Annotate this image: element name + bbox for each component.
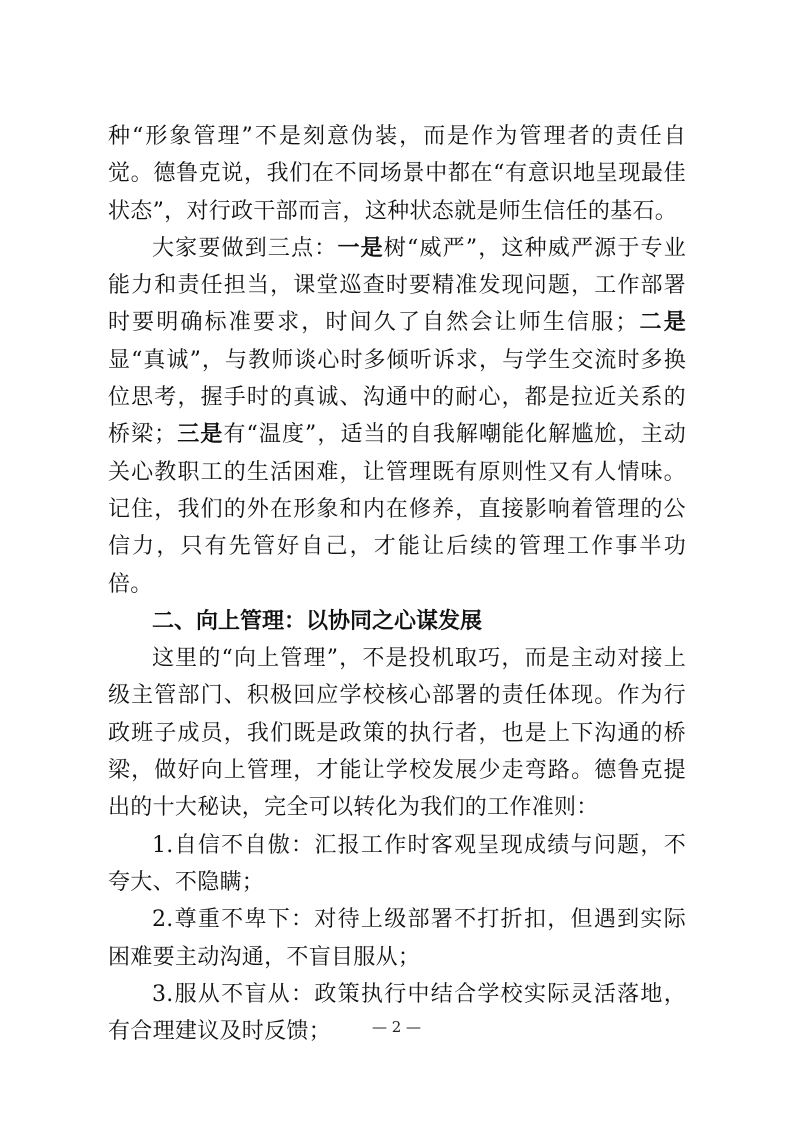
point-three-keyword: 三是 xyxy=(176,422,224,448)
section-heading: 二、向上管理：以协同之心谋发展 xyxy=(152,608,483,634)
list-item-2: 2.尊重不卑下：对待上级部署不打折扣，但遇到实际困难要主动沟通，不盲目服从； xyxy=(108,907,686,970)
paragraph-upward-management: 这里的“向上管理”，不是投机取巧，而是主动对接上级主管部门、积极回应学校核心部署的责任体现。作为行政班子成员，我们既是政策的执行者，也是上下沟通的桥梁，做好向上管理，才能让学校发展少走弯路。德鲁克提出的十大秘诀，完全可以转化为我们的工作准则： xyxy=(108,646,686,821)
point-two-text: 显“真诚”，与教师谈心时多倾听诉求，与学生交流时多换位思考，握手时的真诚、沟通中的耐心，都是拉近关系的桥梁； xyxy=(108,347,686,448)
list-item-1: 1.自信不自傲：汇报工作时客观呈现成绩与问题，不夸大、不隐瞒； xyxy=(108,832,686,895)
point-one-text: 树“威严”，这种威严源于专业能力和责任担当，课堂巡查时要精准发现问题，工作部署时要明确标准要求，时间久了自然会让师生信服； xyxy=(108,235,687,336)
page-number: — 2 — xyxy=(371,1018,422,1036)
point-three-text: 有“温度”，适当的自我解嘲能化解尴尬，主动关心教职工的生活困难，让管理既有原则性又有人情味。记住，我们的外在形象和内在修养，直接影响着管理的公信力，只有先管好自己，才能让后续的管理工作事半功倍。 xyxy=(108,422,686,597)
paragraph-image-management: 种“形象管理”不是刻意伪装，而是作为管理者的责任自觉。德鲁克说，我们在不同场景中都在“有意识地呈现最佳状态”，对行政干部而言，这种状态就是师生信任的基石。 xyxy=(108,124,686,224)
point-one-keyword: 一是 xyxy=(337,235,384,261)
paragraph-three-points xyxy=(108,230,686,603)
three-points-intro: 大家要做到三点： xyxy=(152,235,338,261)
document-body xyxy=(108,118,686,1050)
point-two-keyword: 二是 xyxy=(637,310,686,336)
list-item-3: 3.服从不盲从：政策执行中结合学校实际灵活落地，有合理建议及时反馈； xyxy=(108,981,686,1045)
